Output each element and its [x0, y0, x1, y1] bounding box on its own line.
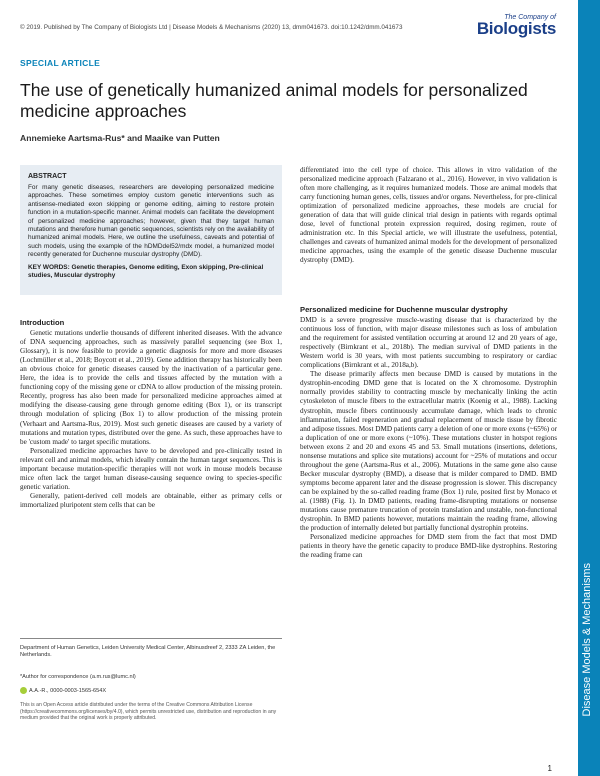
license-text: This is an Open Access article distributed under the terms of the Creative Commons Attribution License (https://creativecommons.org/licenses/by/4.0), which permits unrestricted use, distribution and reproduction in any medium provided that the original work is properly attributed.	[20, 702, 277, 722]
right-column-continuation	[300, 166, 557, 266]
introduction-section	[20, 318, 282, 510]
abstract-heading: ABSTRACT	[28, 173, 67, 180]
author-list: Annemieke Aartsma-Rus* and Maaike van Putten	[20, 133, 220, 143]
intro-paragraph-2: Personalized medicine approaches have to be developed and pre-clinically tested in relevant cell and animal models, which ideally contain the human target sequences. This is important because mutation-specific therapies will not work in mouse models because mice often lack the target human disease-causing sequence owing to species-specific genetic variation.	[20, 446, 282, 491]
intro-paragraph-3: Generally, patient-derived cell models are obtainable, either as primary cells or immortalized pluripotent stem cells that can be	[20, 491, 282, 509]
dmd-heading: Personalized medicine for Duchenne muscular dystrophy	[300, 305, 508, 314]
dmd-paragraph-2: The disease primarily affects men because DMD is caused by mutations in the dystrophin-encoding DMD gene that is located on the X chromosome. Dystrophin normally provides stability to contracting muscle by mechanically linking the actin cytoskeleton of muscle fibers to the extracellular matrix (Koenig et al., 1988). Lacking dystrophin, muscle fibers continuously accumulate damage, which leads to chronic inflammation, failed regeneration and gradual replacement of muscle tissue by fibrotic and adipose tissues. Most DMD patients carry a deletion of one or more exons (~65%) or a duplication of one or more exons (~10%). These mutations cluster in hotspot regions between exons 2 and 20 and exons 45 and 53. Small mutations (insertions, deletions, nonsense mutations and splice site mutations) account for ~25% of mutations and occur throughout the gene (Aartsma-Rus et al., 2006). Mutations in the same gene also cause Becker muscular dystrophy (BMD), a disease that is milder compared to DMD. BMD symptoms become apparent later and the disease progression is slower. This discrepancy can be explained by the so-called reading frame (Box 1) rule, posited first by Monaco et al. (1988) (Fig. 1). In DMD patients, reading frame-disrupting mutations or nonsense mutations cause premature truncation of protein translation and unstable, non-functional dystrophin. In BMD patients however, mutations maintain the reading frame, allowing the production of internally deleted but partially functional dystrophin proteins.	[300, 370, 557, 533]
logo-small-text: The Company of	[504, 14, 556, 21]
article-title: The use of genetically humanized animal models for personalized medicine approaches	[20, 80, 528, 121]
journal-sidebar	[578, 0, 600, 776]
dmd-paragraph-3: Personalized medicine approaches for DMD stem from the fact that most DMD patients in theory have the genetic capacity to produce BMD-like dystrophins. Restoring the reading frame can	[300, 533, 557, 560]
logo-big-text: Biologists	[476, 19, 556, 38]
page-number: 1	[547, 764, 552, 773]
intro-continuation: differentiated into the cell type of choice. This allows in vitro validation of the personalized medicine approach (Falzarano et al., 2016). However, in vivo validation is often more challenging, as it requires humanized models. Those are animal models that carry functioning human genes, cells, tissues and/or organs. Nevertheless, for pre-clinical optimization of personalized medicine approaches, these models are crucial for generation of data that will guide clinical trial design in patients with regards optimal dose, level of functional protein expression required, dosing regimen, route of administration etc. In this Special article, we will illustrate the usefulness, potential, challenges and caveats of humanized animal models for the development of personalized medicine approaches, using the example of the genetic disease Duchenne muscular dystrophy (DMD).	[300, 166, 557, 265]
affiliation: Department of Human Genetics, Leiden University Medical Center, Albinusdreef 2, 2333 ZA Leiden, the Netherlands.	[20, 645, 276, 659]
keywords: KEY WORDS: Genetic therapies, Genome editing, Exon skipping, Pre-clinical studies, Muscular dystrophy	[28, 263, 264, 280]
intro-paragraph-1: Genetic mutations underlie thousands of different inherited diseases. With the advance of DNA sequencing approaches, such as massively parallel sequencing (see Box 1, Glossary), it is now feasible to provide a genetic diagnosis for more and more diseases (Lochmüller et al., 2018; Boycott et al., 2019). Gene addition therapy has historically been an obvious choice for genetic diseases caused by the inactivation of a particular gene. Here, the idea is to provide the cells and tissues affected by the mutation with a functioning copy of the missing gene or cDNA to allow production of the missing protein. Recently, progress has also been made for personalized medicine approaches aimed at modifying the disease-causing gene through genome editing (Box 1), or its transcript through modulation of splicing (Box 1) to allow production of the missing protein (Verhaart and Aartsma-Rus, 2019). Most such genetic diseases are caused by a variety of mutations and mutation types, distributed over the gene. As such, these approaches have to be 'custom made' to target specific mutations.	[20, 329, 282, 446]
abstract-box	[20, 165, 282, 295]
orcid-line	[20, 687, 106, 694]
orcid-text: A.A.-R., 0000-0003-1565-654X	[29, 687, 107, 694]
dmd-section	[300, 305, 557, 560]
dmd-paragraph-1: DMD is a severe progressive muscle-wasting disease that is characterized by the continuous loss of function, with major disease milestones such as loss of ambulation and the requirement for assisted ventilation occurring at around 12 and 20 years of age, respectively (Birnkrant et al., 2018b). The median survival of DMD patients in the Western world is 30 years, with most patients succumbing to respiratory or cardiac complications (Birnkrant et al., 2018a,b).	[300, 316, 557, 370]
orcid-icon	[20, 687, 27, 694]
article-type: SPECIAL ARTICLE	[20, 58, 101, 68]
journal-citation-line: © 2019. Published by The Company of Biologists Ltd | Disease Models & Mechanisms (2020) 13, dmm041673. doi:10.1242/dmm.041673	[20, 24, 403, 31]
intro-heading: Introduction	[20, 318, 65, 327]
correspondence: *Author for correspondence (a.m.rus@lumc.nl)	[20, 674, 136, 680]
sidebar-journal-name: Disease Models & Mechanisms	[581, 562, 593, 716]
abstract-text: For many genetic diseases, researchers are developing personalized medicine approaches. These sometimes employ custom genetic interventions such as antisense-mediated exon skipping or genome editing, aiming to restore protein function in a mutation-specific manner. Animal models can facilitate the development of personalized medicine approaches; however, given that they target human mutations and therefore human genetic sequences, scientists rely on the availability of humanized animal models. Here, we outline the usefulness, caveats and potential of such models, using the example of the hDMDdel52/mdx model, a humanized model recently generated for Duchenne muscular dystrophy (DMD).	[28, 184, 274, 259]
footnote-divider	[20, 638, 282, 639]
publisher-logo	[477, 14, 556, 36]
